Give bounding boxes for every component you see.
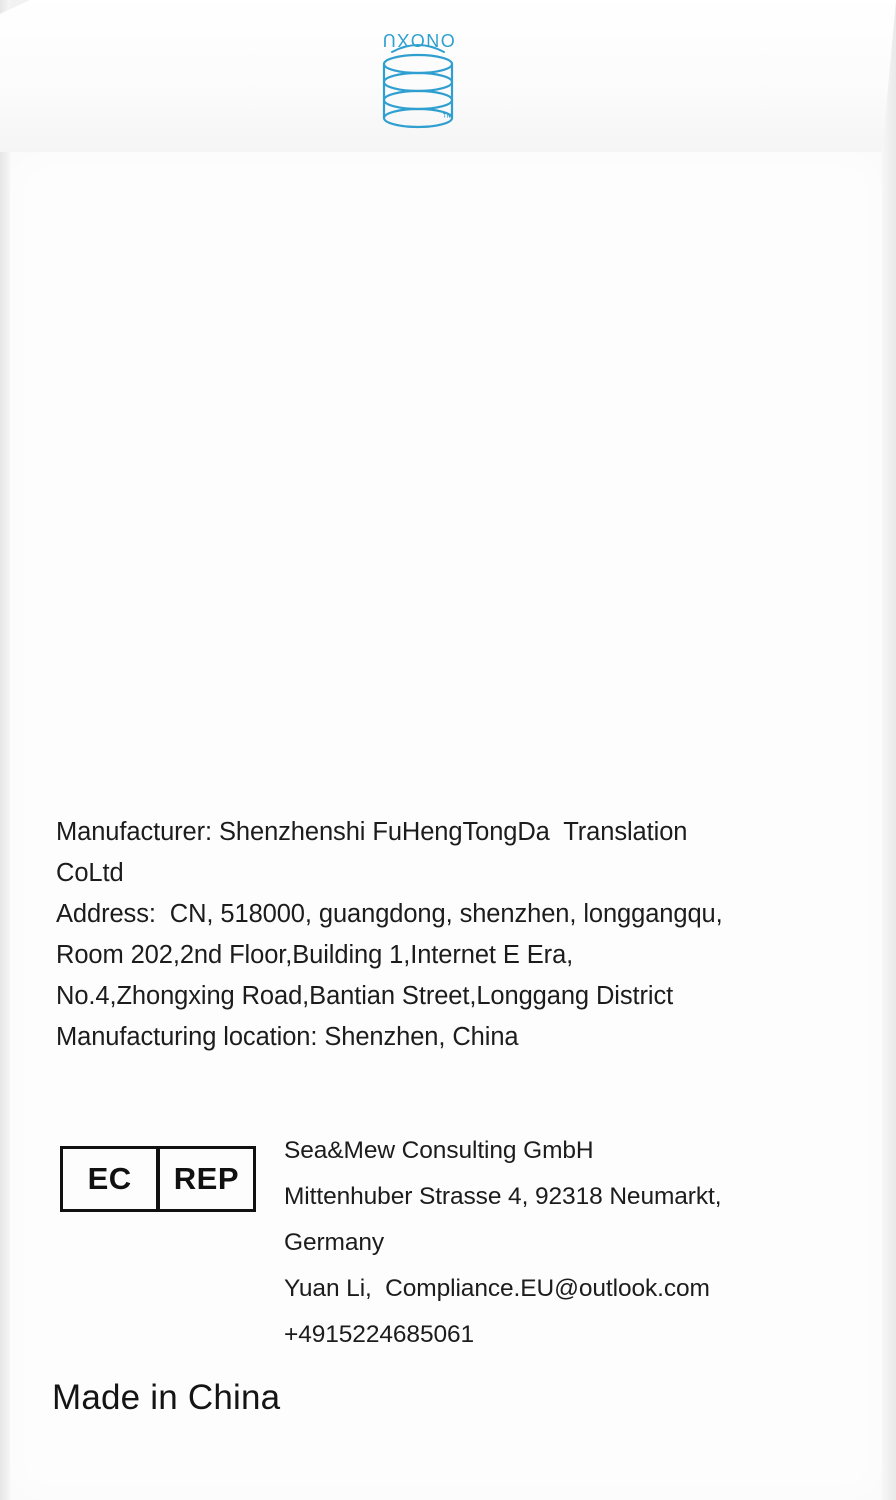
- ec-rep-line-5: +4915224685061: [284, 1321, 475, 1348]
- trademark-symbol: ™: [442, 112, 454, 124]
- ec-rep-line-2: Mittenhuber Strasse 4, 92318 Neumarkt,: [284, 1183, 722, 1210]
- svg-text:ONOXU: ONOXU: [381, 30, 455, 50]
- ec-rep-line-1: Sea&Mew Consulting GmbH: [284, 1137, 594, 1164]
- ec-rep-badge-right: REP: [173, 1161, 239, 1196]
- manufacturer-info: [56, 812, 856, 1058]
- ec-rep-line-4: Yuan Li, Compliance.EU@outlook.com: [284, 1275, 710, 1302]
- brand-logo-icon: [358, 18, 478, 138]
- ec-rep-contact: [284, 1128, 896, 1358]
- ec-rep-line-3: Germany: [284, 1229, 385, 1256]
- manufacturer-line-3: Address: CN, 518000, guangdong, shenzhen, longgangqu,: [56, 900, 723, 928]
- manufacturer-line-4: Room 202,2nd Floor,Building 1,Internet E Era,: [56, 941, 574, 969]
- manufacturer-line-1: Manufacturer: Shenzhenshi FuHengTongDa Translation: [56, 818, 688, 846]
- ec-rep-badge-icon: [60, 1146, 256, 1212]
- made-in-label: Made in China: [52, 1378, 281, 1417]
- manufacturer-line-2: CoLtd: [56, 859, 124, 887]
- manufacturer-line-5: No.4,Zhongxing Road,Bantian Street,Longgang District: [56, 982, 674, 1010]
- manufacturer-line-6: Manufacturing location: Shenzhen, China: [56, 1023, 519, 1051]
- ec-rep-badge-left: EC: [87, 1161, 132, 1196]
- photo-left-edge: [0, 0, 10, 1500]
